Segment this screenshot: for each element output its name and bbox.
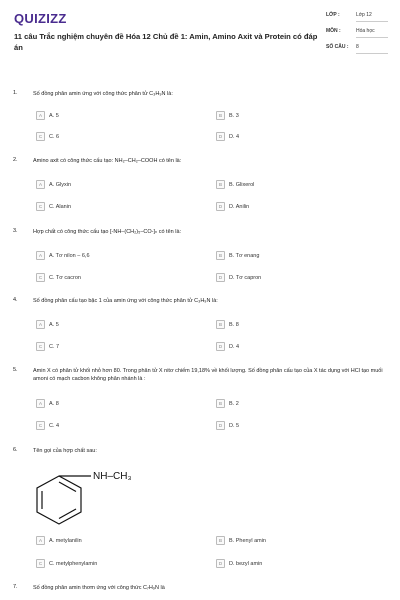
option-label: B. Phenyl amin [229, 537, 266, 544]
option-b[interactable] [216, 536, 266, 545]
option-c[interactable] [36, 421, 59, 430]
option-badge: A [36, 320, 45, 329]
question-text: Số đồng phân amin thơm ứng với công thức C₇H₉N là [33, 585, 165, 591]
meta-grade-value: Lớp 12 [356, 12, 388, 22]
option-c[interactable] [36, 342, 59, 351]
option-d[interactable] [216, 273, 261, 282]
meta-subject [326, 28, 388, 40]
option-b[interactable] [216, 320, 239, 329]
option-badge: C [36, 421, 45, 430]
meta-grade [326, 12, 388, 24]
option-a[interactable] [36, 251, 90, 260]
option-label: D. Tơ capron [229, 274, 262, 281]
option-label: A. Glyxin [49, 181, 72, 188]
option-badge: C [36, 132, 45, 141]
option-badge: D [216, 421, 225, 430]
option-badge: D [216, 202, 225, 211]
meta-subject-key: MÔN : [326, 28, 341, 34]
option-badge: D [216, 342, 225, 351]
option-c[interactable] [36, 559, 97, 568]
option-badge: A [36, 251, 45, 260]
option-label: D. Anilin [229, 203, 250, 210]
option-label: D. 4 [229, 133, 240, 140]
option-badge: A [36, 180, 45, 189]
option-label: A. Tơ nilon – 6,6 [49, 252, 90, 259]
option-badge: C [36, 273, 45, 282]
option-badge: C [36, 202, 45, 211]
n-methylaniline-structure [33, 468, 153, 534]
meta-count-key: SỐ CÂU : [326, 44, 349, 50]
option-a[interactable] [36, 320, 59, 329]
option-d[interactable] [216, 132, 239, 141]
question-number: 6. [13, 447, 18, 453]
question-number: 3. [13, 228, 18, 234]
option-label: C. 6 [49, 133, 60, 140]
meta-grade-key: LỚP : [326, 12, 340, 18]
option-badge: B [216, 251, 225, 260]
option-c[interactable] [36, 202, 71, 211]
question-text: Amin X có phân tử khối nhỏ hơn 80. Trong phân tử X nitơ chiếm 19,18% về khối lượng. Số đồng phân cấu tạo của X tác dụng với HCl tạo muối amoni có mạch cacbon không phân nhánh là : [33, 368, 383, 382]
option-label: C. metylphenylamin [49, 560, 98, 567]
option-a[interactable] [36, 536, 82, 545]
option-d[interactable] [216, 202, 249, 211]
option-badge: B [216, 399, 225, 408]
option-b[interactable] [216, 399, 239, 408]
meta-subject-value: Hóa học [356, 28, 388, 38]
option-label: B. Glixerol [229, 181, 255, 188]
option-label: A. 5 [49, 112, 59, 119]
option-c[interactable] [36, 273, 81, 282]
question-number: 4. [13, 297, 18, 303]
option-label: B. 2 [229, 400, 239, 407]
option-badge: C [36, 342, 45, 351]
option-label: B. 8 [229, 321, 239, 328]
option-badge: A [36, 399, 45, 408]
option-label: C. 7 [49, 343, 60, 350]
question-text: Hợp chất có công thức cấu tạo [-NH–(CH₂)₅–CO-]ₙ có tên là: [33, 229, 182, 235]
option-badge: D [216, 273, 225, 282]
option-a[interactable] [36, 111, 59, 120]
option-b[interactable] [216, 180, 254, 189]
option-label: A. 5 [49, 321, 59, 328]
molecule-substituent-label: NH–CH₃ [93, 471, 132, 482]
question-text: Amino axit có công thức cấu tạo: NH₂–CH₂–COOH có tên là: [33, 158, 182, 164]
option-label: D. 4 [229, 343, 240, 350]
option-d[interactable] [216, 342, 239, 351]
question-text: Số đồng phân amin ứng với công thức phân tử C₃H₉N là: [33, 91, 173, 97]
question-text: Tên gọi của hợp chất sau: [33, 448, 97, 454]
option-label: B. Tơ enang [229, 252, 260, 259]
question-text: Số đồng phân cấu tạo bậc 1 của amin ứng với công thức phân tử C₃H₉N là: [33, 298, 218, 304]
option-d[interactable] [216, 559, 262, 568]
question-number: 7. [13, 584, 18, 590]
option-label: D. 5 [229, 422, 240, 429]
question-number: 1. [13, 90, 18, 96]
question-number: 5. [13, 367, 18, 373]
option-badge: A [36, 111, 45, 120]
meta-count [326, 44, 388, 56]
option-badge: C [36, 559, 45, 568]
option-d[interactable] [216, 421, 239, 430]
option-badge: B [216, 536, 225, 545]
option-b[interactable] [216, 111, 239, 120]
option-label: A. metylanilin [49, 537, 82, 544]
option-badge: B [216, 180, 225, 189]
meta-count-value: 8 [356, 44, 388, 54]
worksheet-meta [326, 12, 388, 60]
option-label: C. Tơ cacron [49, 274, 81, 281]
option-label: C. 4 [49, 422, 60, 429]
option-badge: D [216, 132, 225, 141]
option-badge: D [216, 559, 225, 568]
option-label: C. Alanin [49, 203, 72, 210]
quizizz-logo: QUIZIZZ [14, 11, 67, 26]
question-number: 2. [13, 157, 18, 163]
option-label: A. 8 [49, 400, 59, 407]
option-badge: A [36, 536, 45, 545]
option-a[interactable] [36, 180, 71, 189]
option-badge: B [216, 320, 225, 329]
option-label: D. bezyl amin [229, 560, 263, 567]
option-c[interactable] [36, 132, 59, 141]
option-a[interactable] [36, 399, 59, 408]
option-label: B. 3 [229, 112, 239, 119]
worksheet-title: 11 câu Trắc nghiệm chuyên đề Hóa 12 Chủ đề 1: Amin, Amino Axit và Protein có đáp án [14, 32, 318, 52]
option-b[interactable] [216, 251, 259, 260]
option-badge: B [216, 111, 225, 120]
